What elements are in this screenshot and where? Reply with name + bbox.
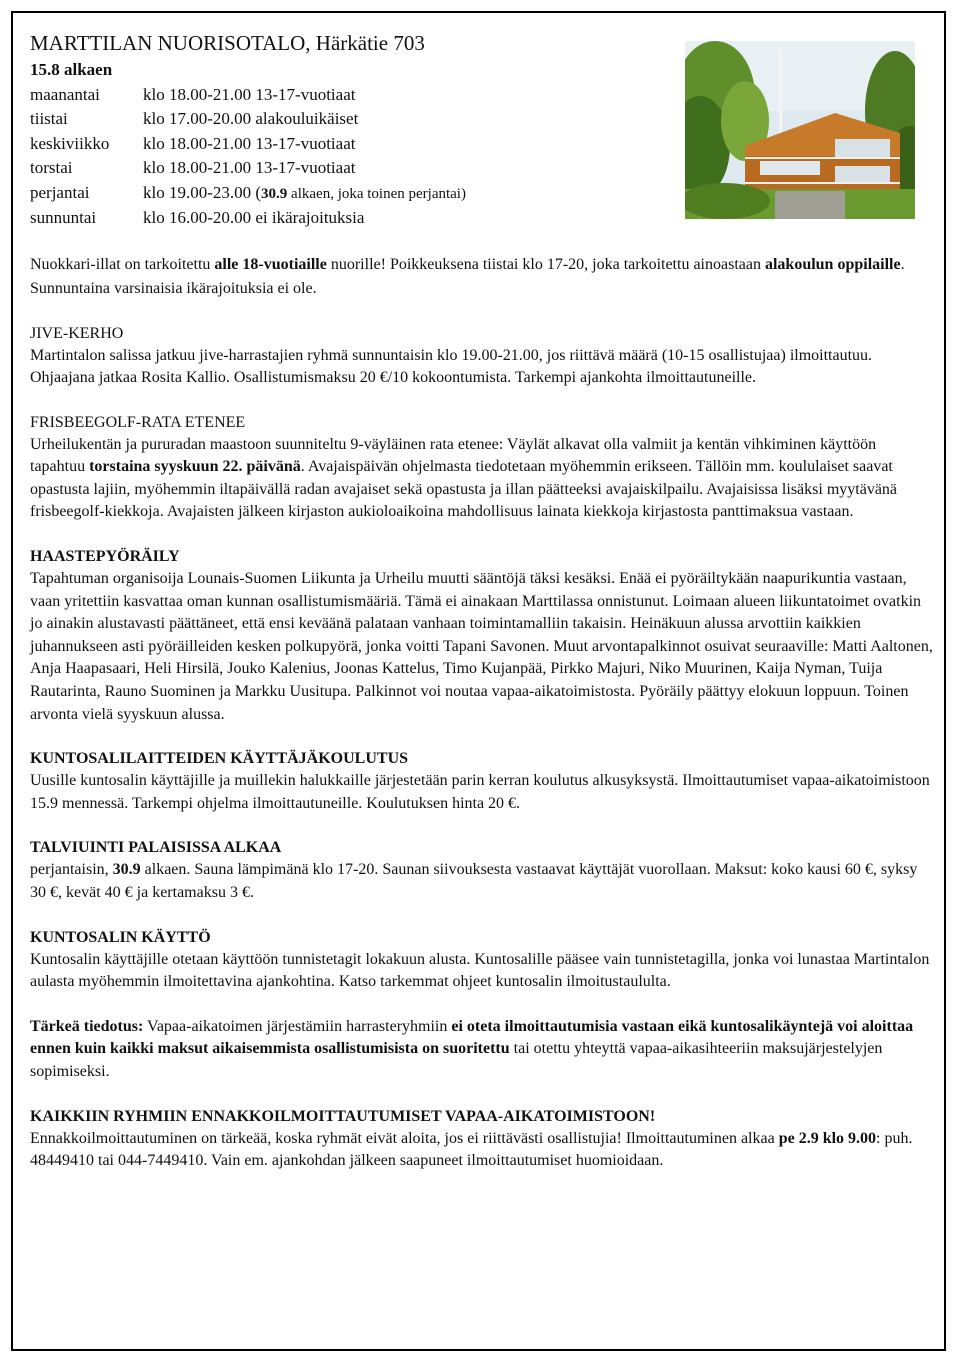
section-heading: FRISBEEGOLF-RATA ETENEE	[30, 413, 246, 431]
document-page	[30, 28, 935, 1173]
section-heading: KAIKKIIN RYHMIIN ENNAKKOILMOITTAUTUMISET VAPAA-AIKATOIMISTOON!	[30, 1107, 656, 1125]
building-photo	[685, 41, 915, 219]
building-photo-icon	[685, 41, 915, 219]
notice-text: Tärkeä tiedotus: Vapaa-aikatoimen järjestämiin harrasteryhmiin ei oteta ilmoittautumisia vastaan eikä kuntosalikäyntejä voi aloittaa ennen kuin kaikki maksut aikaisemmista osallistumisista on suoritettu tai otettu yhteyttä vapaa-aikasihteeriin maksujärjestelyjen sopimiseksi.	[30, 1017, 914, 1080]
section-heading: HAASTEPYÖRÄILY	[30, 548, 180, 566]
important-notice	[30, 1016, 935, 1084]
section-heading: TALVIUINTI PALAISISSA ALKAA	[30, 839, 282, 857]
schedule-row: torstai klo 18.00-21.00 13-17-vuotiaat	[30, 158, 356, 177]
page-title: MARTTILAN NUORISOTALO, Härkätie 703	[30, 31, 425, 55]
section-enroll	[30, 1106, 935, 1173]
intro-text: Nuokkari-illat on tarkoitettu alle 18-vuotiaille nuorille! Poikkeuksena tiistai klo 17-20, joka tarkoitettu ainoastaan alakoulun oppilaille. Sunnuntaina varsinaisia ikärajoituksia ei ole.	[30, 255, 905, 297]
section-jive	[30, 323, 935, 390]
schedule-row: keskiviikko klo 18.00-21.00 13-17-vuotiaat	[30, 133, 356, 153]
schedule-row: tiistai klo 17.00-20.00 alakouluikäiset	[30, 109, 359, 128]
section-gym-training	[30, 748, 935, 815]
section-text: Kuntosalin käyttäjille otetaan käyttöön tunnistetagit lokakuun alusta. Kuntosalille pääsee vain tunnistetagilla, jonka voi lunastaa Martintalon aulasta myöhemmin ilmoitettavina ajankohtina. Katso tarkemmat ohjeet kuntosalin ilmoitustaululta.	[30, 950, 930, 991]
start-date: 15.8 alkaen	[30, 60, 113, 79]
section-bike	[30, 546, 935, 726]
section-gym-use	[30, 927, 935, 994]
section-text: Tapahtuman organisoija Lounais-Suomen Liikunta ja Urheilu muutti sääntöjä täksi kesäksi. Enää ei pyöräiltykään naapurikuntia vastaan, vaan yritettiin kasvattaa oman kunnan osallistumismääriä. Tämä ei ainakaan Marttilassa onnistunut. Loimaan alueen liikuntatoimet ovatkin jo ainakin alustavasti päättäneet, että ensi keväänä palataan vanhaan toimintamalliin takaisin. Heinäkuun alussa arvottiin kaikkien juhannukseen asti pyöräilleiden kesken polkupyörä, jonka voitti Tapani Savonen. Muut arvontapalkinnot osuivat seuraaville: Matti Aaltonen, Anja Haapasaari, Heli Hirsilä, Jouko Kalenius, Joonas Kattelus, Timo Kujanpää, Pirkko Majuri, Niko Muurinen, Kaija Nyman, Tuija Rautarinta, Rauno Suominen ja Markku Uusitupa. Palkinnot voi noutaa vapaa-aikatoimistosta. Pyöräily päättyy elokuun loppuun. Toinen arvonta vielä syyskuun alussa.	[30, 570, 933, 723]
section-heading: KUNTOSALIN KÄYTTÖ	[30, 928, 211, 946]
section-text: Uusille kuntosalin käyttäjille ja muillekin halukkaille järjestetään parin kerran koulutus alkusyksystä. Ilmoittautumiset vapaa-aikatoimistoon 15.9 mennessä. Tarkempi ohjelma ilmoittautuneille. Koulutuksen hinta 20 €.	[30, 772, 930, 812]
section-winter-swim	[30, 837, 935, 904]
schedule-row: maanantai klo 18.00-21.00 13-17-vuotiaat	[30, 84, 356, 104]
section-heading: JIVE-KERHO	[30, 324, 124, 342]
section-text: Ennakkoilmoittautuminen on tärkeää, koska ryhmät eivät aloita, jos ei riittävästi osallistujia! Ilmoittautuminen alkaa pe 2.9 klo 9.00: puh. 48449410 tai 044-7449410. Vain em. ajankohdan jälkeen saapuneet ilmoittautumiset huomioidaan.	[30, 1129, 913, 1170]
schedule-row: perjantai klo 19.00-23.00 (30.9 alkaen, joka toinen perjantai)	[30, 182, 466, 202]
section-text: Urheilukentän ja pururadan maastoon suunniteltu 9-väyläinen rata etenee: Väylät alkavat olla valmiit ja kentän vihkiminen käyttöön tapahtuu torstaina syyskuun 22. päivänä. Avajaispäivän ohjelmasta tiedotetaan myöhemmin erikseen. Tällöin mm. koululaiset saavat opastusta lajiin, myöhemmin iltapäivällä radan avajaiset sekä opastusta ja illan päätteeksi avajaiskilpailu. Avajaisissa lisäksi myytävänä frisbeegolf-kiekkoja. Avajaisten jälkeen kirjaston aukioloaikoina mahdollisuus lainata kiekkoja kirjastosta panttimaksua vastaan.	[30, 435, 898, 521]
schedule-row: sunnuntai klo 16.00-20.00 ei ikärajoituksia	[30, 208, 365, 227]
section-frisbee	[30, 412, 935, 524]
section-heading: KUNTOSALILAITTEIDEN KÄYTTÄJÄKOULUTUS	[30, 750, 409, 768]
section-text: Martintalon salissa jatkuu jive-harrastajien ryhmä sunnuntaisin klo 19.00-21.00, jos riittävä määrä (10-15 osallistujaa) ilmoittautuu. Ohjaajana jatkaa Rosita Kallio. Osallistumismaksu 20 €/10 kokoontumista. Tarkempi ajankohta ilmoittautuneille.	[30, 346, 873, 387]
section-text: perjantaisin, 30.9 alkaen. Sauna lämpimänä klo 17-20. Saunan siivouksesta vastaavat käyttäjät vuorollaan. Maksut: koko kausi 60 €, syksy 30 €, kevät 40 € ja kertamaksu 3 €.	[30, 861, 918, 901]
